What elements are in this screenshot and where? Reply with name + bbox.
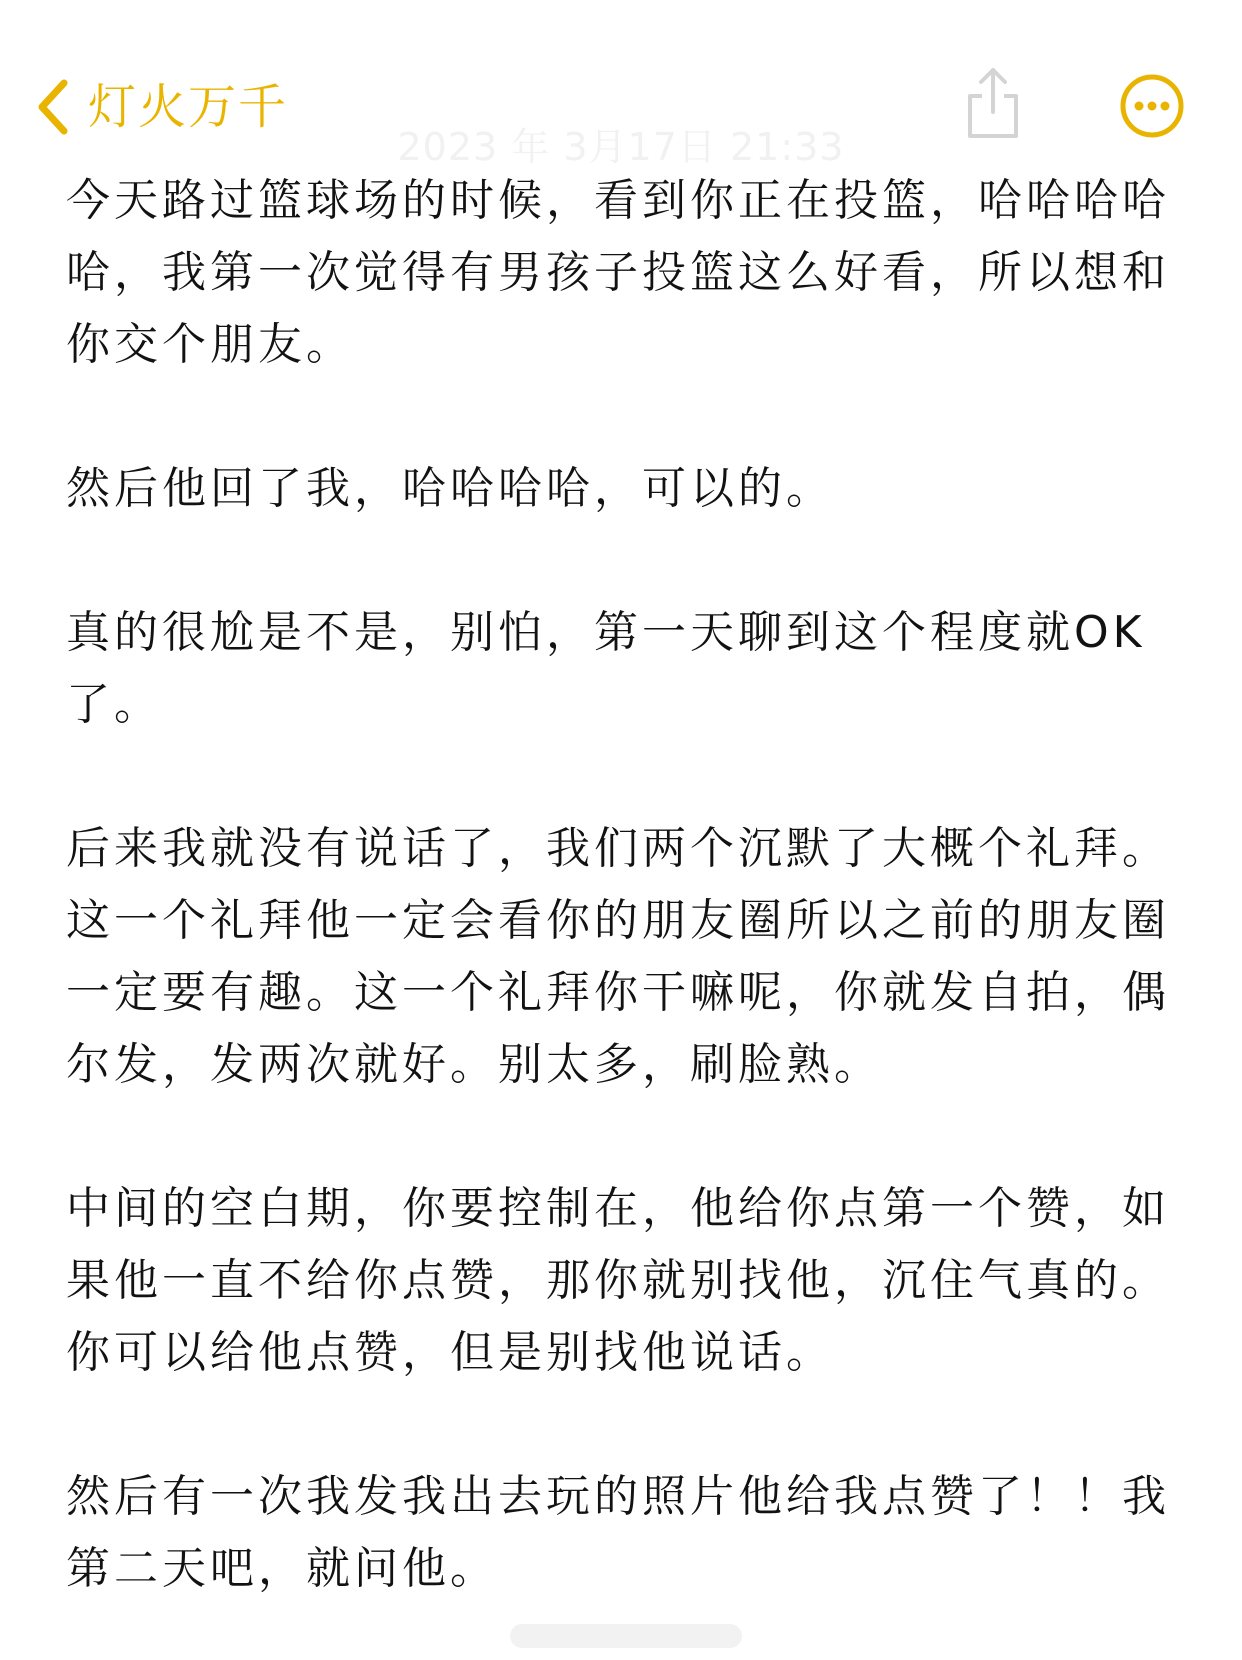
- note-timestamp: 2023 年 3月17日 21:33: [397, 125, 845, 169]
- note-body[interactable]: [66, 165, 1186, 1660]
- back-folder-label: 灯火万千: [88, 79, 289, 135]
- note-paragraph: 今天路过篮球场的时候，看到你正在投篮，哈哈哈哈哈，我第一次觉得有男孩子投篮这么好看，所以想和你交个朋友。: [66, 175, 1170, 370]
- note-paragraph: 后来我就没有说话了，我们两个沉默了大概个礼拜。这一个礼拜他一定会看你的朋友圈所以之前的朋友圈一定要有趣。这一个礼拜你干嘛呢，你就发自拍，偶尔发，发两次就好。别太多，刷脸熟。: [66, 823, 1170, 1090]
- note-paragraph: 然后有一次我发我出去玩的照片他给我点赞了！！我第二天吧，就问他。: [66, 1471, 1170, 1594]
- navigation-bar: [0, 0, 1242, 170]
- note-paragraph: 然后他回了我，哈哈哈哈，可以的。: [66, 463, 834, 514]
- note-paragraph: 真的很尬是不是，别怕，第一天聊到这个程度就OK了。: [66, 607, 1146, 730]
- note-paragraph: 中间的空白期，你要控制在，他给你点第一个赞，如果他一直不给你点赞，那你就别找他，沉住气真的。你可以给他点赞，但是别找他说话。: [66, 1183, 1170, 1378]
- watermark: [510, 1624, 742, 1648]
